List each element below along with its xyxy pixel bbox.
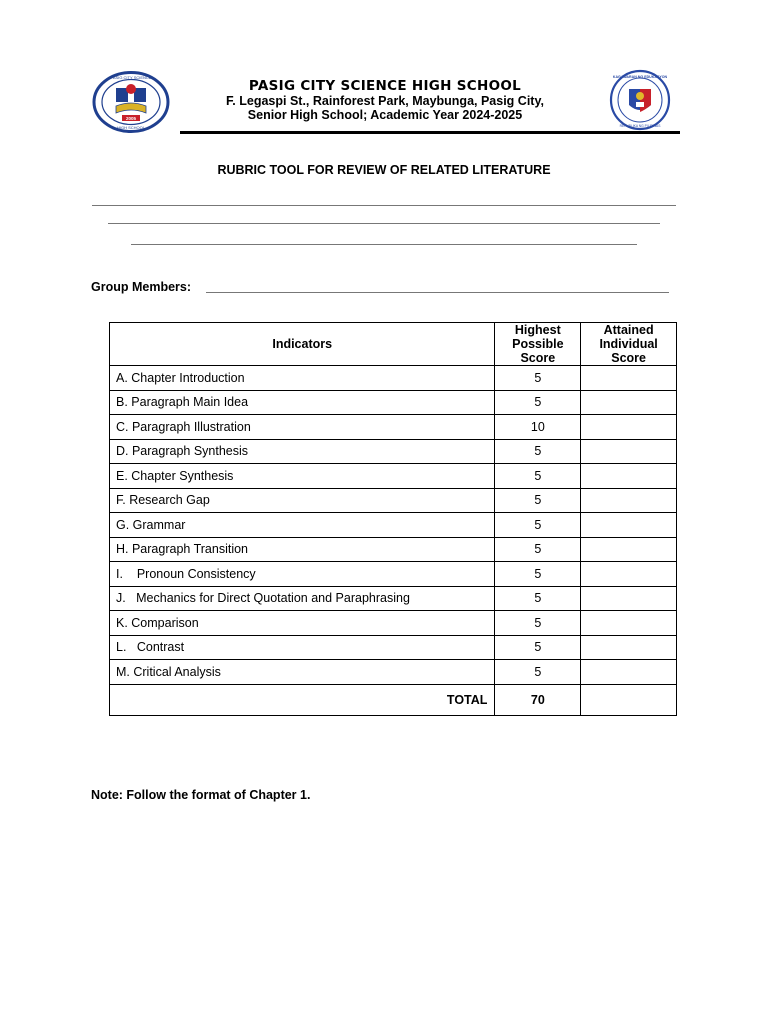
table-row: [110, 635, 677, 660]
highest-score-cell: 5: [495, 586, 581, 611]
group-members-line: [206, 292, 669, 293]
format-note: Note: Follow the format of Chapter 1.: [91, 788, 311, 802]
table-row: [110, 660, 677, 685]
highest-score-cell: 5: [495, 464, 581, 489]
header-rule: [180, 131, 680, 134]
document-title: RUBRIC TOOL FOR REVIEW OF RELATED LITERATURE: [217, 163, 551, 177]
title-blank-line: [108, 223, 660, 224]
indicator-cell: C. Paragraph Illustration: [110, 415, 495, 440]
attained-score-cell[interactable]: [581, 488, 677, 513]
highest-score-cell: 5: [495, 537, 581, 562]
deped-seal-icon: [601, 69, 679, 131]
highest-score-header: Highest Possible Score: [495, 323, 581, 366]
attained-score-cell[interactable]: [581, 611, 677, 636]
table-row: [110, 366, 677, 391]
highest-score-cell: 5: [495, 611, 581, 636]
highest-score-cell: 5: [495, 390, 581, 415]
indicators-header: Indicators: [110, 323, 495, 366]
table-row: [110, 439, 677, 464]
total-highest-score: 70: [495, 684, 581, 715]
total-label: TOTAL: [110, 684, 495, 715]
attained-score-cell[interactable]: [581, 366, 677, 391]
svg-text:HIGH SCHOOL: HIGH SCHOOL: [116, 125, 146, 130]
total-row: [110, 684, 677, 715]
group-members-label: Group Members:: [91, 280, 192, 294]
table-header-row: [110, 323, 677, 366]
indicator-cell: I. Pronoun Consistency: [110, 562, 495, 587]
title-blank-line: [131, 244, 637, 245]
svg-text:2005: 2005: [125, 116, 137, 121]
highest-score-cell: 5: [495, 513, 581, 538]
academic-year: Senior High School; Academic Year 2024-2025: [247, 108, 523, 122]
indicator-cell: F. Research Gap: [110, 488, 495, 513]
highest-score-cell: 5: [495, 488, 581, 513]
attained-score-cell[interactable]: [581, 464, 677, 489]
indicator-cell: K. Comparison: [110, 611, 495, 636]
total-attained-score[interactable]: [581, 684, 677, 715]
svg-text:KAGAWARAN NG EDUKASYON: KAGAWARAN NG EDUKASYON: [612, 75, 668, 79]
indicator-cell: E. Chapter Synthesis: [110, 464, 495, 489]
highest-score-cell: 5: [495, 562, 581, 587]
highest-score-cell: 5: [495, 366, 581, 391]
indicator-cell: G. Grammar: [110, 513, 495, 538]
attained-score-cell[interactable]: [581, 439, 677, 464]
table-row: [110, 611, 677, 636]
highest-score-cell: 5: [495, 439, 581, 464]
highest-score-cell: 5: [495, 660, 581, 685]
attained-score-cell[interactable]: [581, 635, 677, 660]
table-row: [110, 415, 677, 440]
highest-score-cell: 10: [495, 415, 581, 440]
indicator-cell: A. Chapter Introduction: [110, 366, 495, 391]
table-row: [110, 537, 677, 562]
school-seal-icon: [92, 71, 170, 133]
table-row: [110, 488, 677, 513]
attained-score-cell[interactable]: [581, 415, 677, 440]
school-name: PASIG CITY SCIENCE HIGH SCHOOL: [248, 78, 522, 94]
svg-text:PASIG CITY SCIENCE: PASIG CITY SCIENCE: [110, 75, 152, 80]
attained-score-cell[interactable]: [581, 562, 677, 587]
attained-score-header: Attained Individual Score: [581, 323, 677, 366]
table-row: [110, 562, 677, 587]
highest-score-cell: 5: [495, 635, 581, 660]
indicator-cell: M. Critical Analysis: [110, 660, 495, 685]
indicator-cell: B. Paragraph Main Idea: [110, 390, 495, 415]
attained-score-cell[interactable]: [581, 390, 677, 415]
table-row: [110, 513, 677, 538]
indicator-cell: H. Paragraph Transition: [110, 537, 495, 562]
attained-score-cell[interactable]: [581, 586, 677, 611]
indicator-cell: J. Mechanics for Direct Quotation and Paraphrasing: [110, 586, 495, 611]
attained-score-cell[interactable]: [581, 660, 677, 685]
table-row: [110, 390, 677, 415]
table-row: [110, 464, 677, 489]
attained-score-cell[interactable]: [581, 537, 677, 562]
title-blank-line: [92, 205, 676, 206]
attained-score-cell[interactable]: [581, 513, 677, 538]
indicator-cell: L. Contrast: [110, 635, 495, 660]
table-row: [110, 586, 677, 611]
svg-text:REPUBLIKA NG PILIPINAS: REPUBLIKA NG PILIPINAS: [619, 124, 661, 128]
indicator-cell: D. Paragraph Synthesis: [110, 439, 495, 464]
school-address: F. Legaspi St., Rainforest Park, Maybunga, Pasig City,: [226, 94, 544, 108]
rubric-table: [109, 322, 677, 716]
